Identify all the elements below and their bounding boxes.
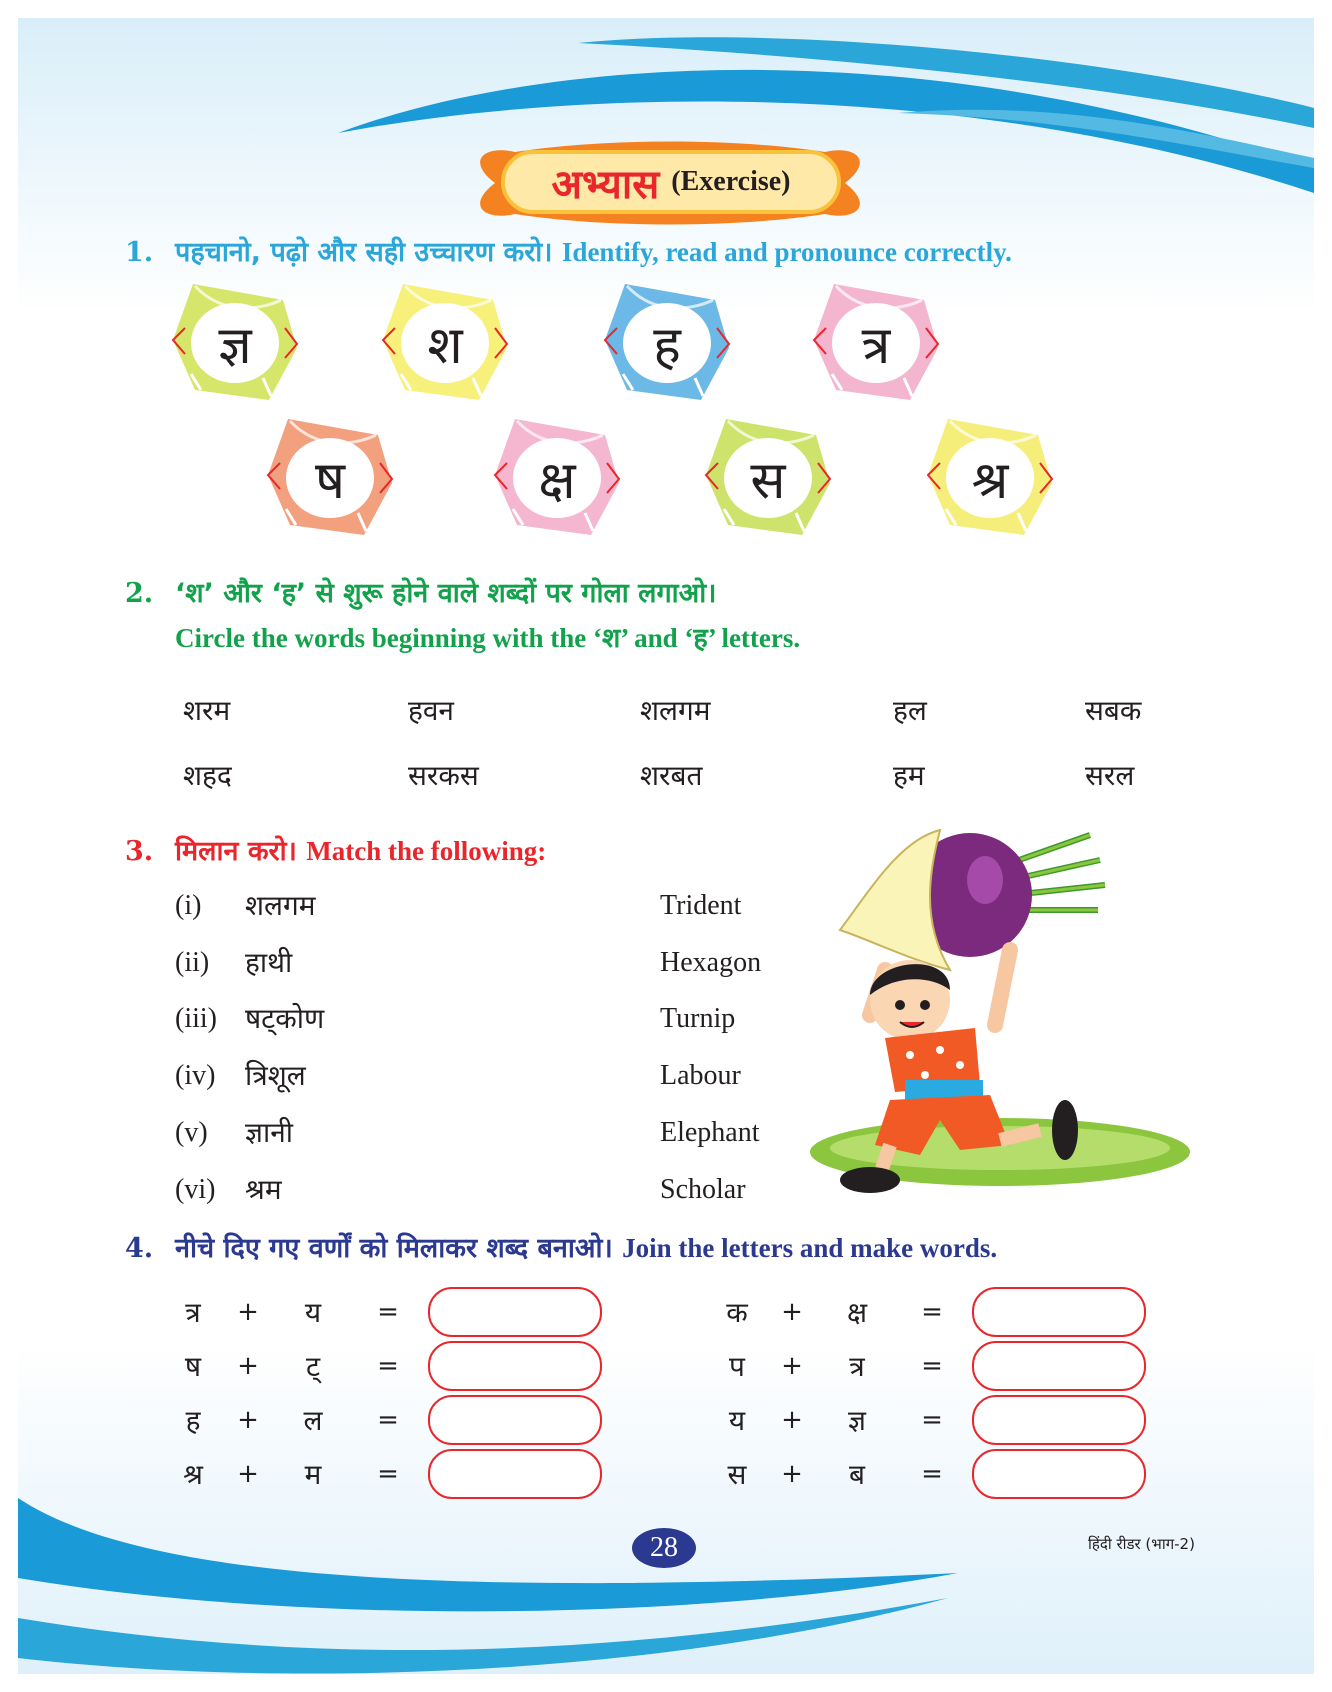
join-row	[712, 1395, 1146, 1445]
question-4-english: Join the letters and make words.	[622, 1233, 998, 1263]
join-row	[168, 1341, 602, 1391]
answer-box[interactable]	[972, 1287, 1146, 1337]
match-english-word[interactable]: Trident	[660, 890, 742, 921]
match-roman-numeral: (v)	[175, 1117, 208, 1148]
match-roman-numeral: (iv)	[175, 1060, 216, 1091]
book-title-footer: हिंदी रीडर (भाग-2)	[1088, 1535, 1195, 1553]
question-4-hindi: नीचे दिए गए वर्णों को मिलाकर शब्द बनाओ।	[175, 1233, 613, 1264]
join-row	[168, 1395, 602, 1445]
kite-letter-text: ष	[314, 450, 346, 511]
kite-letter	[920, 413, 1060, 543]
letter-a: प	[729, 1350, 745, 1383]
kite-letter-text: श्र	[971, 450, 1009, 511]
match-english-word[interactable]: Hexagon	[660, 947, 762, 978]
match-english-word[interactable]: Elephant	[660, 1117, 760, 1148]
answer-box[interactable]	[972, 1341, 1146, 1391]
plus-sign: +	[237, 1297, 259, 1327]
title-hindi: अभ्यास	[551, 161, 660, 208]
match-hindi-word[interactable]: हाथी	[245, 946, 293, 979]
letter-a: ष	[184, 1350, 202, 1383]
plus-sign: +	[781, 1297, 803, 1327]
match-hindi-word[interactable]: षट्कोण	[245, 1002, 325, 1035]
match-roman-numeral: (vi)	[175, 1174, 216, 1205]
kite-letter	[806, 278, 946, 408]
answer-box[interactable]	[428, 1287, 602, 1337]
letter-b: ब	[849, 1458, 865, 1491]
match-english-word[interactable]: Labour	[660, 1060, 741, 1091]
letter-b: त्र	[849, 1350, 865, 1383]
kite-letter-text: ज्ञ	[218, 315, 252, 376]
letter-b: म	[304, 1458, 322, 1491]
word-item[interactable]: हवन	[408, 694, 454, 727]
equals-sign: =	[377, 1405, 399, 1435]
letter-b: ल	[303, 1404, 323, 1437]
equals-sign: =	[921, 1297, 943, 1327]
join-row	[712, 1287, 1146, 1337]
equals-sign: =	[377, 1297, 399, 1327]
letter-a: य	[728, 1404, 746, 1437]
letter-b: ट्	[305, 1350, 321, 1383]
plus-sign: +	[237, 1459, 259, 1489]
question-1-heading: 1. पहचानो, पढ़ो और सही उच्चारण करो। Identify, read and pronounce correctly.	[125, 237, 1012, 268]
letter-b: ज्ञ	[848, 1404, 866, 1437]
join-row	[712, 1449, 1146, 1499]
question-2-english: Circle the words beginning with the ‘श’ and ‘ह’ letters.	[175, 623, 801, 653]
join-row	[168, 1287, 602, 1337]
word-item[interactable]: शहद	[183, 759, 232, 792]
letter-b: क्ष	[846, 1296, 868, 1329]
title-english: (Exercise)	[671, 166, 791, 197]
word-item[interactable]: शरम	[183, 694, 231, 727]
equals-sign: =	[921, 1405, 943, 1435]
kite-letter	[165, 278, 305, 408]
word-item[interactable]: सरल	[1085, 759, 1135, 792]
letter-a: श्र	[183, 1458, 203, 1491]
plus-sign: +	[781, 1351, 803, 1381]
equals-sign: =	[921, 1459, 943, 1489]
question-2-heading: 2. ‘श’ और ‘ह’ से शुरू होने वाले शब्दों पर गोला लगाओ। Circle the words beginning with the ‘श’ and ‘ह’ letters.	[125, 578, 801, 653]
join-row	[712, 1341, 1146, 1391]
word-item[interactable]: हल	[893, 694, 927, 727]
match-english-word[interactable]: Turnip	[660, 1003, 736, 1034]
match-roman-numeral: (iii)	[175, 1003, 217, 1034]
word-item[interactable]: सबक	[1085, 694, 1142, 727]
answer-box[interactable]	[428, 1449, 602, 1499]
question-3-hindi: मिलान करो।	[175, 836, 297, 867]
plus-sign: +	[781, 1405, 803, 1435]
plus-sign: +	[237, 1405, 259, 1435]
page-number-badge: 28	[632, 1528, 696, 1568]
answer-box[interactable]	[972, 1395, 1146, 1445]
match-hindi-word[interactable]: त्रिशूल	[245, 1059, 306, 1092]
kite-letter-text: स	[750, 450, 786, 511]
question-3-heading: 3. मिलान करो। Match the following:	[125, 836, 547, 867]
answer-box[interactable]	[428, 1395, 602, 1445]
equals-sign: =	[921, 1351, 943, 1381]
letter-b: य	[304, 1296, 322, 1329]
match-hindi-word[interactable]: ज्ञानी	[245, 1116, 293, 1149]
kite-letter-text: त्र	[861, 315, 891, 376]
match-hindi-word[interactable]: शलगम	[245, 889, 316, 922]
question-3-english: Match the following:	[306, 836, 547, 866]
letter-a: क	[726, 1296, 748, 1329]
kite-letter	[260, 413, 400, 543]
equals-sign: =	[377, 1351, 399, 1381]
word-item[interactable]: शलगम	[640, 694, 711, 727]
exercise-title-banner	[455, 140, 885, 226]
answer-box[interactable]	[428, 1341, 602, 1391]
match-roman-numeral: (ii)	[175, 947, 210, 978]
plus-sign: +	[781, 1459, 803, 1489]
match-roman-numeral: (i)	[175, 890, 202, 921]
word-item[interactable]: हम	[893, 759, 925, 792]
question-1-hindi: पहचानो, पढ़ो और सही उच्चारण करो।	[175, 237, 553, 268]
match-hindi-word[interactable]: श्रम	[245, 1173, 282, 1206]
question-2-hindi: ‘श’ और ‘ह’ से शुरू होने वाले शब्दों पर गोला लगाओ।	[175, 578, 717, 609]
letter-a: स	[727, 1458, 747, 1491]
kite-letter	[375, 278, 515, 408]
kite-letter	[487, 413, 627, 543]
kite-letter	[597, 278, 737, 408]
equals-sign: =	[377, 1459, 399, 1489]
question-4-heading: 4. नीचे दिए गए वर्णों को मिलाकर शब्द बनाओ। Join the letters and make words.	[125, 1233, 998, 1264]
kite-letter-text: क्ष	[538, 450, 576, 511]
word-item[interactable]: सरकस	[408, 759, 479, 792]
kite-letter-text: श	[427, 315, 463, 376]
plus-sign: +	[237, 1351, 259, 1381]
letter-a: ह	[185, 1404, 201, 1437]
word-item[interactable]: शरबत	[640, 759, 703, 792]
boy-carrying-turnip-illustration	[800, 800, 1200, 1200]
join-row	[168, 1449, 602, 1499]
kite-letter-text: ह	[653, 315, 681, 376]
question-1-english: Identify, read and pronounce correctly.	[561, 237, 1012, 267]
letter-a: त्र	[185, 1296, 201, 1329]
answer-box[interactable]	[972, 1449, 1146, 1499]
match-english-word[interactable]: Scholar	[660, 1174, 746, 1205]
kite-letter	[698, 413, 838, 543]
